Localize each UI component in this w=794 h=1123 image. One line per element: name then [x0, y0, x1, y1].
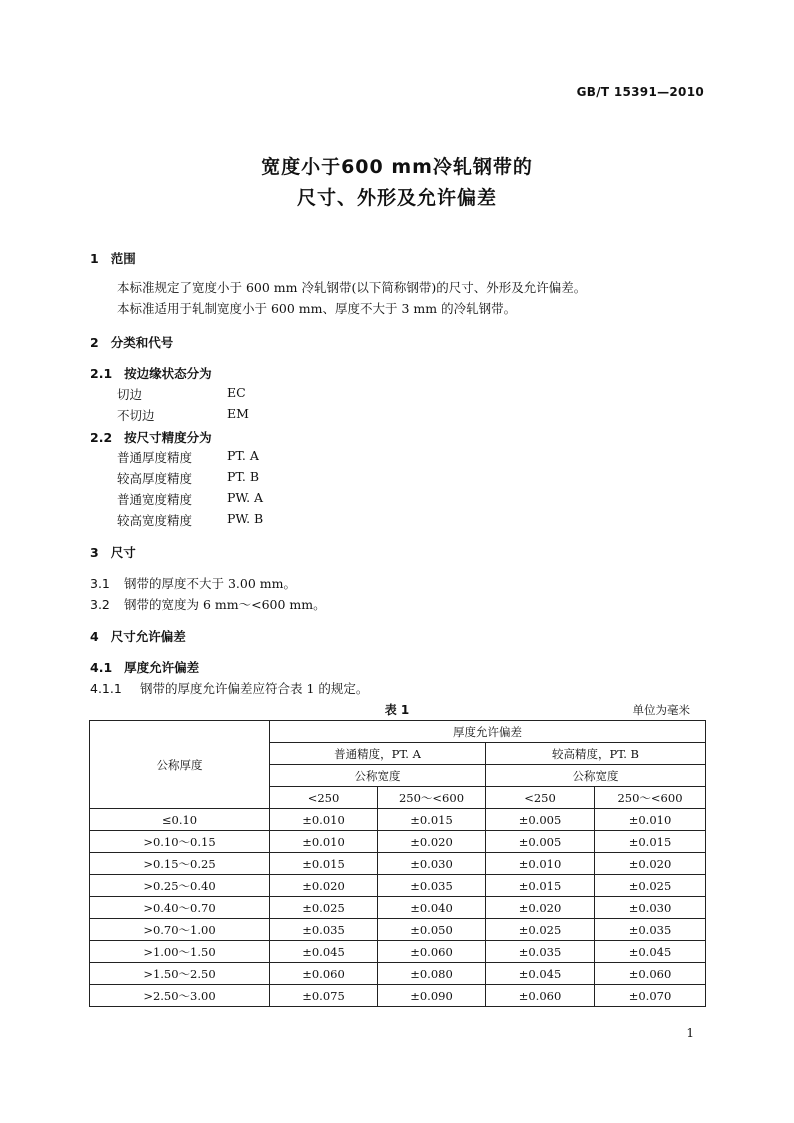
- header-width-range: <250: [486, 787, 595, 809]
- table-row: [90, 875, 706, 897]
- clause-3-1: [90, 574, 296, 592]
- standard-number: GB/T 15391—2010: [576, 85, 704, 99]
- section-title: 尺寸允许偏差: [110, 629, 186, 644]
- table-row: [90, 985, 706, 1007]
- item-code: PT. B: [227, 469, 260, 484]
- item-label: 较高宽度精度: [117, 513, 193, 528]
- thickness-cell: ≤0.10: [90, 809, 270, 831]
- tolerance-cell: ±0.060: [486, 985, 595, 1007]
- document-title-line1: 宽度小于600 mm冷轧钢带的: [261, 156, 533, 178]
- item-code: PW. A: [227, 490, 264, 505]
- clause-text: 钢带的宽度为 6 mm～<600 mm。: [124, 597, 326, 612]
- tolerance-cell: ±0.035: [486, 941, 595, 963]
- section-title: 按尺寸精度分为: [124, 430, 212, 445]
- section-title: 尺寸: [110, 545, 136, 560]
- tolerance-cell: ±0.005: [486, 831, 595, 853]
- tolerance-cell: ±0.060: [378, 941, 486, 963]
- header-nominal-width: 公称宽度: [270, 765, 486, 787]
- tolerance-cell: ±0.045: [595, 941, 706, 963]
- item-label: 普通宽度精度: [117, 492, 193, 507]
- tolerance-cell: ±0.045: [270, 941, 378, 963]
- thickness-cell: >0.70～1.00: [90, 919, 270, 941]
- section-number: 2.2: [90, 430, 113, 445]
- item-code: EM: [227, 406, 249, 421]
- tolerance-cell: ±0.015: [486, 875, 595, 897]
- clause-3-2: [90, 595, 326, 613]
- table-unit: 单位为毫米: [632, 703, 690, 717]
- section-2-1-heading: [90, 364, 212, 382]
- section-number: 4.1: [90, 660, 113, 675]
- tolerance-cell: ±0.030: [378, 853, 486, 875]
- document-title-line2: 尺寸、外形及允许偏差: [296, 187, 497, 209]
- tolerance-cell: ±0.015: [270, 853, 378, 875]
- item-label: 普通厚度精度: [117, 450, 193, 465]
- section-number: 1: [90, 251, 99, 266]
- section-4-1-heading: [90, 658, 199, 676]
- page-number: 1: [686, 1026, 694, 1040]
- tolerance-cell: ±0.010: [486, 853, 595, 875]
- tolerance-cell: ±0.020: [270, 875, 378, 897]
- header-width-range: 250～<600: [378, 787, 486, 809]
- tolerance-cell: ±0.075: [270, 985, 378, 1007]
- section-3-heading: [90, 543, 136, 561]
- thickness-cell: >0.40～0.70: [90, 897, 270, 919]
- table-row: [90, 897, 706, 919]
- tolerance-cell: ±0.030: [595, 897, 706, 919]
- section-title: 范围: [110, 251, 136, 266]
- tolerance-cell: ±0.035: [595, 919, 706, 941]
- tolerance-cell: ±0.015: [378, 809, 486, 831]
- thickness-cell: >2.50～3.00: [90, 985, 270, 1007]
- scope-paragraph-2: 本标准适用于轧制宽度小于 600 mm、厚度不大于 3 mm 的冷轧钢带。: [117, 301, 517, 316]
- clause-number: 3.1: [90, 576, 110, 591]
- tolerance-cell: ±0.035: [270, 919, 378, 941]
- clause-4-1-1: [90, 679, 368, 697]
- section-title: 分类和代号: [110, 335, 174, 350]
- tolerance-cell: ±0.025: [270, 897, 378, 919]
- tolerance-cell: ±0.040: [378, 897, 486, 919]
- header-width-range: <250: [270, 787, 378, 809]
- tolerance-cell: ±0.010: [270, 831, 378, 853]
- section-4-heading: [90, 627, 186, 645]
- tolerance-cell: ±0.045: [486, 963, 595, 985]
- clause-number: 3.2: [90, 597, 110, 612]
- tolerance-cell: ±0.020: [595, 853, 706, 875]
- tolerance-cell: ±0.080: [378, 963, 486, 985]
- item-code: PW. B: [227, 511, 264, 526]
- thickness-cell: >0.25～0.40: [90, 875, 270, 897]
- item-label: 切边: [117, 387, 143, 402]
- section-number: 4: [90, 629, 99, 644]
- table-row: [90, 919, 706, 941]
- tolerance-cell: ±0.020: [486, 897, 595, 919]
- section-2-2-heading: [90, 428, 212, 446]
- section-1-heading: [90, 249, 136, 267]
- header-thickness-tolerance: 厚度允许偏差: [270, 721, 706, 743]
- header-nominal-thickness: 公称厚度: [90, 721, 270, 809]
- section-number: 3: [90, 545, 99, 560]
- tolerance-cell: ±0.050: [378, 919, 486, 941]
- tolerance-cell: ±0.035: [378, 875, 486, 897]
- item-label: 不切边: [117, 408, 155, 423]
- tolerance-cell: ±0.005: [486, 809, 595, 831]
- tolerance-cell: ±0.025: [486, 919, 595, 941]
- table-row: [90, 853, 706, 875]
- table-row: [90, 963, 706, 985]
- clause-text: 钢带的厚度不大于 3.00 mm。: [124, 576, 296, 591]
- section-number: 2: [90, 335, 99, 350]
- thickness-tolerance-table: [89, 720, 706, 1007]
- header-normal-precision: 普通精度，PT. A: [270, 743, 486, 765]
- thickness-cell: >1.00～1.50: [90, 941, 270, 963]
- header-width-range: 250～<600: [595, 787, 706, 809]
- item-code: EC: [227, 385, 246, 400]
- header-high-precision: 较高精度，PT. B: [486, 743, 706, 765]
- table-row: [90, 941, 706, 963]
- section-2-heading: [90, 333, 173, 351]
- thickness-cell: >0.15～0.25: [90, 853, 270, 875]
- section-title: 厚度允许偏差: [124, 660, 200, 675]
- tolerance-cell: ±0.060: [270, 963, 378, 985]
- tolerance-cell: ±0.070: [595, 985, 706, 1007]
- tolerance-cell: ±0.025: [595, 875, 706, 897]
- item-code: PT. A: [227, 448, 259, 463]
- header-nominal-width: 公称宽度: [486, 765, 706, 787]
- tolerance-cell: ±0.020: [378, 831, 486, 853]
- clause-number: 4.1.1: [90, 681, 122, 696]
- thickness-cell: >0.10～0.15: [90, 831, 270, 853]
- scope-paragraph-1: 本标准规定了宽度小于 600 mm 冷轧钢带(以下简称钢带)的尺寸、外形及允许偏差。: [117, 280, 587, 295]
- thickness-cell: >1.50～2.50: [90, 963, 270, 985]
- table-caption: 表 1: [384, 703, 410, 717]
- table-row: [90, 831, 706, 853]
- section-title: 按边缘状态分为: [124, 366, 212, 381]
- section-number: 2.1: [90, 366, 113, 381]
- table-row: [90, 809, 706, 831]
- clause-text: 钢带的厚度允许偏差应符合表 1 的规定。: [140, 681, 369, 696]
- tolerance-cell: ±0.060: [595, 963, 706, 985]
- tolerance-cell: ±0.090: [378, 985, 486, 1007]
- tolerance-cell: ±0.010: [270, 809, 378, 831]
- tolerance-cell: ±0.010: [595, 809, 706, 831]
- item-label: 较高厚度精度: [117, 471, 193, 486]
- tolerance-cell: ±0.015: [595, 831, 706, 853]
